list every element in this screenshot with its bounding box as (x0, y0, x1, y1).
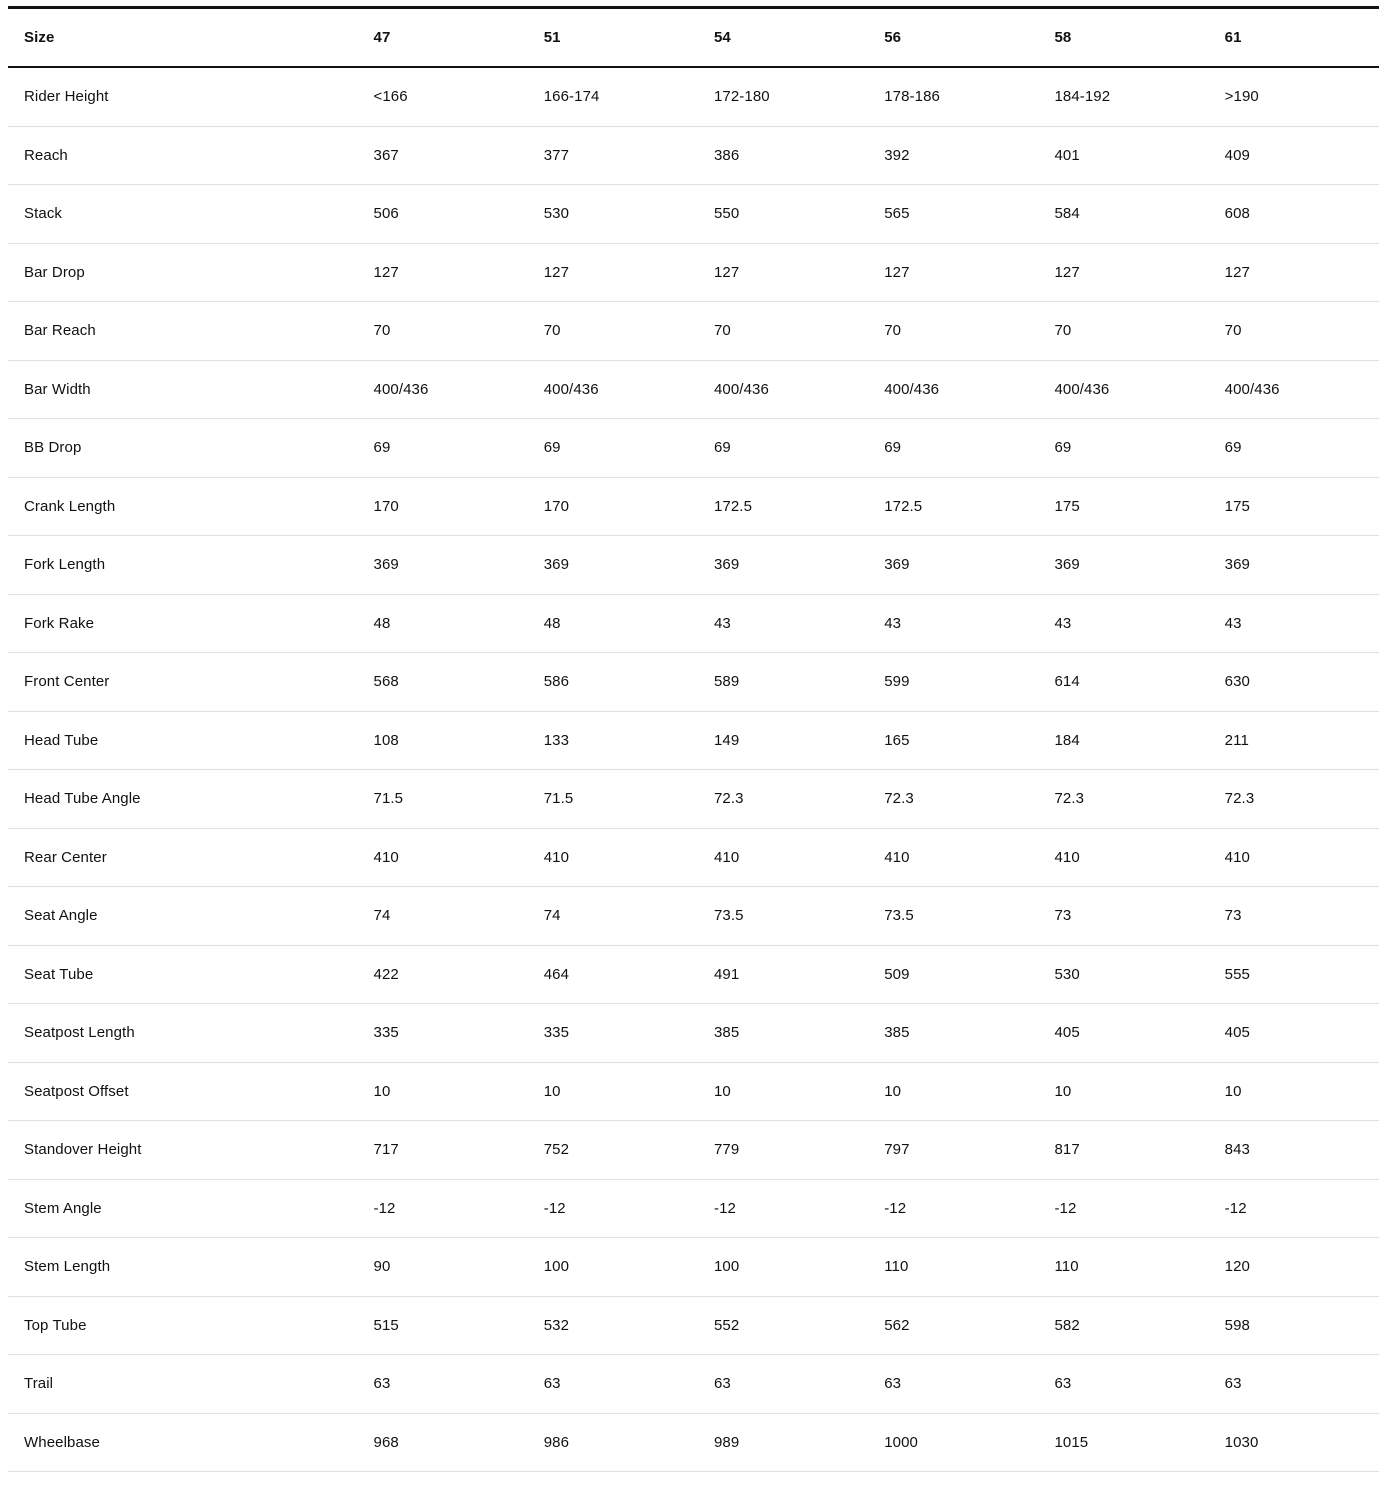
value-cell: 410 (698, 828, 868, 887)
value-cell: 110 (868, 1238, 1038, 1297)
table-row (8, 1238, 1379, 1297)
value-cell: 400/436 (868, 360, 1038, 419)
value-cell: 72.3 (1038, 770, 1208, 829)
value-cell: 562 (868, 1296, 1038, 1355)
value-cell: 100 (698, 1238, 868, 1297)
value-cell: 63 (1209, 1355, 1379, 1414)
table-row (8, 1413, 1379, 1472)
table-row (8, 1296, 1379, 1355)
column-header-61: 61 (1209, 8, 1379, 68)
column-header-56: 56 (868, 8, 1038, 68)
value-cell: 568 (358, 653, 528, 712)
row-label: Bar Drop (8, 243, 358, 302)
value-cell: 968 (358, 1413, 528, 1472)
value-cell: 127 (698, 243, 868, 302)
value-cell: 133 (528, 711, 698, 770)
value-cell: 127 (358, 243, 528, 302)
table-row (8, 828, 1379, 887)
value-cell: 73.5 (868, 887, 1038, 946)
table-row (8, 126, 1379, 185)
geometry-table (8, 6, 1379, 1472)
value-cell: -12 (698, 1179, 868, 1238)
row-label: Seat Tube (8, 945, 358, 1004)
value-cell: 43 (1209, 594, 1379, 653)
value-cell: 69 (698, 419, 868, 478)
value-cell: 779 (698, 1121, 868, 1180)
value-cell: 515 (358, 1296, 528, 1355)
column-header-47: 47 (358, 8, 528, 68)
value-cell: 386 (698, 126, 868, 185)
value-cell: 69 (528, 419, 698, 478)
value-cell: 400/436 (1038, 360, 1208, 419)
value-cell: 491 (698, 945, 868, 1004)
value-cell: 717 (358, 1121, 528, 1180)
value-cell: 72.3 (1209, 770, 1379, 829)
value-cell: -12 (1038, 1179, 1208, 1238)
table-row (8, 1062, 1379, 1121)
value-cell: 127 (1209, 243, 1379, 302)
value-cell: 165 (868, 711, 1038, 770)
value-cell: 335 (358, 1004, 528, 1063)
value-cell: 10 (1209, 1062, 1379, 1121)
value-cell: 369 (698, 536, 868, 595)
value-cell: 410 (358, 828, 528, 887)
value-cell: 509 (868, 945, 1038, 1004)
value-cell: 608 (1209, 185, 1379, 244)
value-cell: 175 (1038, 477, 1208, 536)
value-cell: 422 (358, 945, 528, 1004)
value-cell: 72.3 (698, 770, 868, 829)
table-row (8, 185, 1379, 244)
value-cell: 599 (868, 653, 1038, 712)
value-cell: 10 (528, 1062, 698, 1121)
value-cell: 565 (868, 185, 1038, 244)
row-label: Rider Height (8, 67, 358, 126)
row-label: Head Tube (8, 711, 358, 770)
value-cell: 369 (528, 536, 698, 595)
value-cell: 70 (698, 302, 868, 361)
table-row (8, 360, 1379, 419)
value-cell: 48 (528, 594, 698, 653)
value-cell: 63 (358, 1355, 528, 1414)
value-cell: 409 (1209, 126, 1379, 185)
value-cell: 63 (1038, 1355, 1208, 1414)
value-cell: 74 (358, 887, 528, 946)
table-row (8, 594, 1379, 653)
row-label: Wheelbase (8, 1413, 358, 1472)
table-row (8, 419, 1379, 478)
value-cell: 10 (1038, 1062, 1208, 1121)
value-cell: 630 (1209, 653, 1379, 712)
value-cell: 63 (868, 1355, 1038, 1414)
value-cell: 69 (868, 419, 1038, 478)
value-cell: 120 (1209, 1238, 1379, 1297)
value-cell: 614 (1038, 653, 1208, 712)
value-cell: 532 (528, 1296, 698, 1355)
value-cell: 43 (868, 594, 1038, 653)
value-cell: 69 (1209, 419, 1379, 478)
value-cell: 69 (358, 419, 528, 478)
value-cell: 63 (528, 1355, 698, 1414)
value-cell: -12 (528, 1179, 698, 1238)
table-row (8, 1004, 1379, 1063)
row-label: Seatpost Length (8, 1004, 358, 1063)
value-cell: 43 (698, 594, 868, 653)
table-row (8, 1121, 1379, 1180)
value-cell: 410 (1038, 828, 1208, 887)
value-cell: 1015 (1038, 1413, 1208, 1472)
row-label: Head Tube Angle (8, 770, 358, 829)
row-label: Rear Center (8, 828, 358, 887)
value-cell: 550 (698, 185, 868, 244)
table-row (8, 67, 1379, 126)
row-label: Reach (8, 126, 358, 185)
value-cell: 1000 (868, 1413, 1038, 1472)
row-label: Crank Length (8, 477, 358, 536)
value-cell: 369 (1038, 536, 1208, 595)
value-cell: 100 (528, 1238, 698, 1297)
value-cell: 74 (528, 887, 698, 946)
value-cell: 69 (1038, 419, 1208, 478)
table-row (8, 536, 1379, 595)
value-cell: 73 (1209, 887, 1379, 946)
value-cell: 10 (868, 1062, 1038, 1121)
row-label: Standover Height (8, 1121, 358, 1180)
table-row (8, 945, 1379, 1004)
row-label: Stem Angle (8, 1179, 358, 1238)
value-cell: 48 (358, 594, 528, 653)
value-cell: 586 (528, 653, 698, 712)
value-cell: 127 (528, 243, 698, 302)
value-cell: 70 (528, 302, 698, 361)
value-cell: 989 (698, 1413, 868, 1472)
value-cell: 10 (698, 1062, 868, 1121)
value-cell: 110 (1038, 1238, 1208, 1297)
value-cell: 584 (1038, 185, 1208, 244)
column-header-size: Size (8, 8, 358, 68)
row-label: Fork Rake (8, 594, 358, 653)
value-cell: 410 (528, 828, 698, 887)
value-cell: 43 (1038, 594, 1208, 653)
value-cell: 10 (358, 1062, 528, 1121)
row-label: BB Drop (8, 419, 358, 478)
value-cell: 73.5 (698, 887, 868, 946)
table-row (8, 1179, 1379, 1238)
value-cell: 410 (868, 828, 1038, 887)
value-cell: 70 (358, 302, 528, 361)
table-row (8, 770, 1379, 829)
value-cell: 367 (358, 126, 528, 185)
value-cell: 405 (1209, 1004, 1379, 1063)
value-cell: 127 (1038, 243, 1208, 302)
value-cell: 178-186 (868, 67, 1038, 126)
value-cell: 211 (1209, 711, 1379, 770)
value-cell: 170 (358, 477, 528, 536)
table-row (8, 302, 1379, 361)
column-header-58: 58 (1038, 8, 1208, 68)
value-cell: 70 (1209, 302, 1379, 361)
value-cell: 172.5 (868, 477, 1038, 536)
row-label: Stem Length (8, 1238, 358, 1297)
value-cell: 400/436 (698, 360, 868, 419)
value-cell: -12 (1209, 1179, 1379, 1238)
value-cell: 400/436 (1209, 360, 1379, 419)
value-cell: 530 (528, 185, 698, 244)
value-cell: 400/436 (358, 360, 528, 419)
value-cell: 170 (528, 477, 698, 536)
row-label: Bar Width (8, 360, 358, 419)
value-cell: 843 (1209, 1121, 1379, 1180)
value-cell: 1030 (1209, 1413, 1379, 1472)
value-cell: 400/436 (528, 360, 698, 419)
value-cell: 166-174 (528, 67, 698, 126)
value-cell: 464 (528, 945, 698, 1004)
value-cell: 817 (1038, 1121, 1208, 1180)
value-cell: 377 (528, 126, 698, 185)
value-cell: 752 (528, 1121, 698, 1180)
table-row (8, 243, 1379, 302)
row-label: Fork Length (8, 536, 358, 595)
value-cell: 385 (868, 1004, 1038, 1063)
value-cell: 797 (868, 1121, 1038, 1180)
row-label: Seat Angle (8, 887, 358, 946)
value-cell: 73 (1038, 887, 1208, 946)
value-cell: 71.5 (358, 770, 528, 829)
value-cell: 410 (1209, 828, 1379, 887)
row-label: Front Center (8, 653, 358, 712)
value-cell: -12 (868, 1179, 1038, 1238)
column-header-51: 51 (528, 8, 698, 68)
value-cell: 369 (868, 536, 1038, 595)
value-cell: 552 (698, 1296, 868, 1355)
value-cell: 598 (1209, 1296, 1379, 1355)
value-cell: -12 (358, 1179, 528, 1238)
table-row (8, 477, 1379, 536)
value-cell: 175 (1209, 477, 1379, 536)
value-cell: 582 (1038, 1296, 1208, 1355)
value-cell: 184 (1038, 711, 1208, 770)
row-label: Bar Reach (8, 302, 358, 361)
value-cell: 555 (1209, 945, 1379, 1004)
value-cell: 70 (1038, 302, 1208, 361)
table-row (8, 653, 1379, 712)
value-cell: 986 (528, 1413, 698, 1472)
table-row (8, 711, 1379, 770)
value-cell: 369 (358, 536, 528, 595)
value-cell: 369 (1209, 536, 1379, 595)
value-cell: 172.5 (698, 477, 868, 536)
table-row (8, 887, 1379, 946)
row-label: Stack (8, 185, 358, 244)
value-cell: 63 (698, 1355, 868, 1414)
table-row (8, 1355, 1379, 1414)
value-cell: 127 (868, 243, 1038, 302)
value-cell: 70 (868, 302, 1038, 361)
value-cell: 335 (528, 1004, 698, 1063)
value-cell: <166 (358, 67, 528, 126)
value-cell: 184-192 (1038, 67, 1208, 126)
value-cell: 385 (698, 1004, 868, 1063)
value-cell: 72.3 (868, 770, 1038, 829)
value-cell: 90 (358, 1238, 528, 1297)
value-cell: 71.5 (528, 770, 698, 829)
geometry-table-body (8, 67, 1379, 1472)
value-cell: 589 (698, 653, 868, 712)
value-cell: 530 (1038, 945, 1208, 1004)
value-cell: 149 (698, 711, 868, 770)
column-header-54: 54 (698, 8, 868, 68)
value-cell: 506 (358, 185, 528, 244)
row-label: Trail (8, 1355, 358, 1414)
value-cell: >190 (1209, 67, 1379, 126)
row-label: Top Tube (8, 1296, 358, 1355)
value-cell: 108 (358, 711, 528, 770)
row-label: Seatpost Offset (8, 1062, 358, 1121)
value-cell: 401 (1038, 126, 1208, 185)
value-cell: 405 (1038, 1004, 1208, 1063)
value-cell: 392 (868, 126, 1038, 185)
header-row (8, 8, 1379, 68)
value-cell: 172-180 (698, 67, 868, 126)
